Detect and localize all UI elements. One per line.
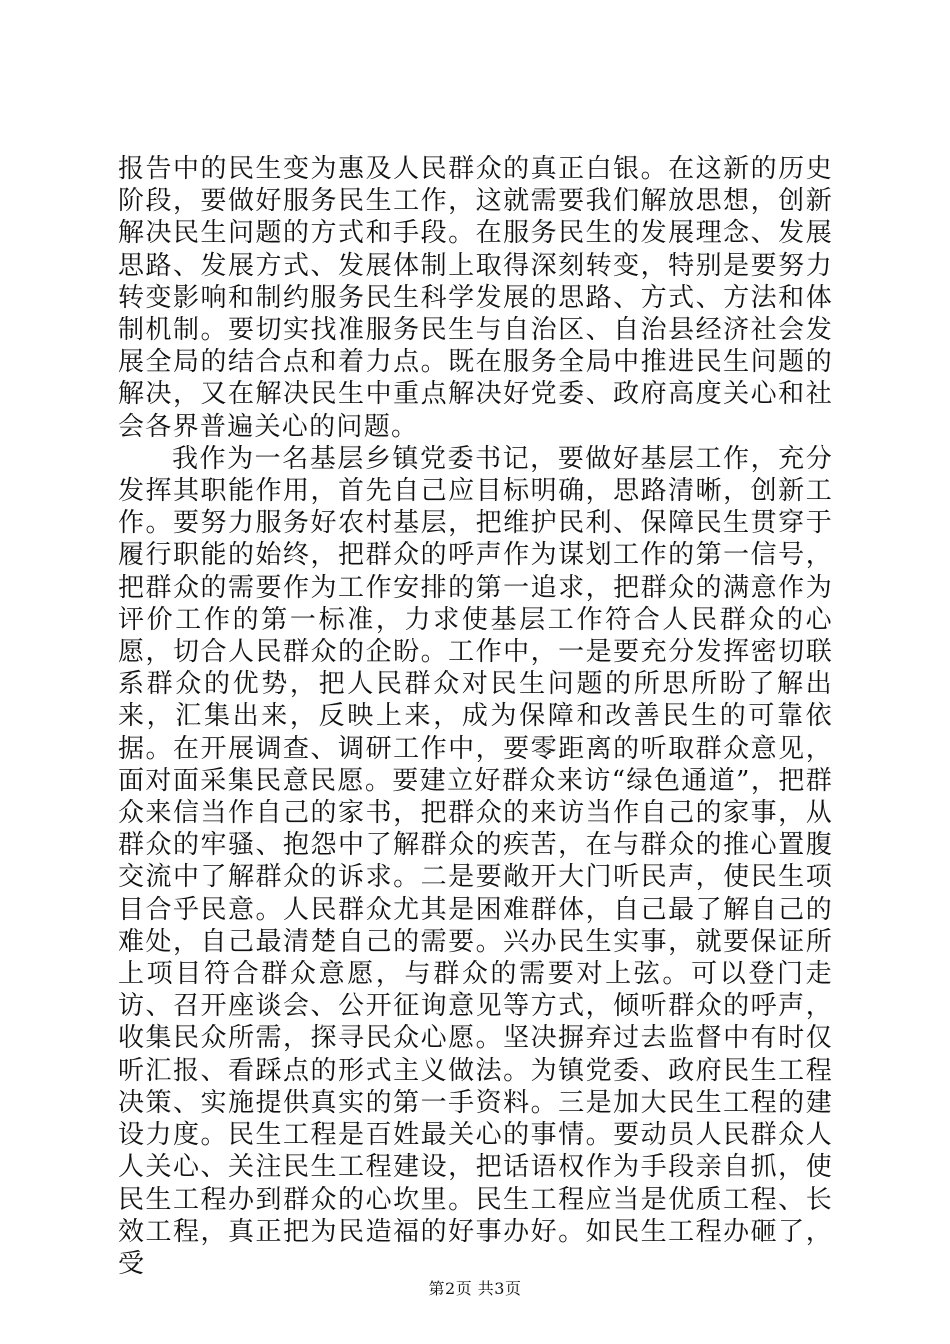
paragraph-continuation: 报告中的民生变为惠及人民群众的真正白银。在这新的历史阶段，要做好服务民生工作，这就需要我们解放思想，创新解决民生问题的方式和手段。在服务民生的发展理念、发展思路、发展方式、发展体制上取得深刻转变，特别是要努力转变影响和制约服务民生科学发展的思路、方式、方法和体制机制。要切实找准服务民生与自治区、自治县经济社会发展全局的结合点和着力点。既在服务全局中推进民生问题的解决，又在解决民生中重点解决好党委、政府高度关心和社会各界普遍关心的问题。 bbox=[118, 154, 833, 442]
page-number: 第2页 共3页 bbox=[428, 1279, 522, 1298]
page-footer bbox=[0, 1276, 950, 1299]
body-text bbox=[118, 153, 833, 1280]
paragraph-main: 我作为一名基层乡镇党委书记，要做好基层工作，充分发挥其职能作用，首先自己应目标明确，思路清晰，创新工作。要努力服务好农村基层，把维护民利、保障民生贯穿于履行职能的始终，把群众的呼声作为谋划工作的第一信号，把群众的需要作为工作安排的第一追求，把群众的满意作为评价工作的第一标准，力求使基层工作符合人民群众的心愿，切合人民群众的企盼。工作中，一是要充分发挥密切联系群众的优势，把人民群众对民生问题的所思所盼了解出来，汇集出来，反映上来，成为保障和改善民生的可靠依据。在开展调查、调研工作中，要零距离的听取群众意见，面对面采集民意民愿。要建立好群众来访“绿色通道”，把群众来信当作自己的家书，把群众的来访当作自己的家事，从群众的牢骚、抱怨中了解群众的疾苦，在与群众的推心置腹交流中了解群众的诉求。二是要敞开大门听民声，使民生项目合乎民意。人民群众尤其是困难群体，自己最了解自己的难处，自己最清楚自己的需要。兴办民生实事，就要保证所上项目符合群众意愿，与群众的需要对上弦。可以登门走访、召开座谈会、公开征询意见等方式，倾听群众的呼声，收集民众所需，探寻民众心愿。坚决摒弃过去监督中有时仅听汇报、看踩点的形式主义做法。为镇党委、政府民生工程决策、实施提供真实的第一手资料。三是加大民生工程的建设力度。民生工程是百姓最关心的事情。要动员人民群众人人关心、关注民生工程建设，把话语权作为手段亲自抓，使民生工程办到群众的心坎里。民生工程应当是优质工程、长效工程，真正把为民造福的好事办好。如民生工程办砸了，受 bbox=[118, 443, 833, 1279]
